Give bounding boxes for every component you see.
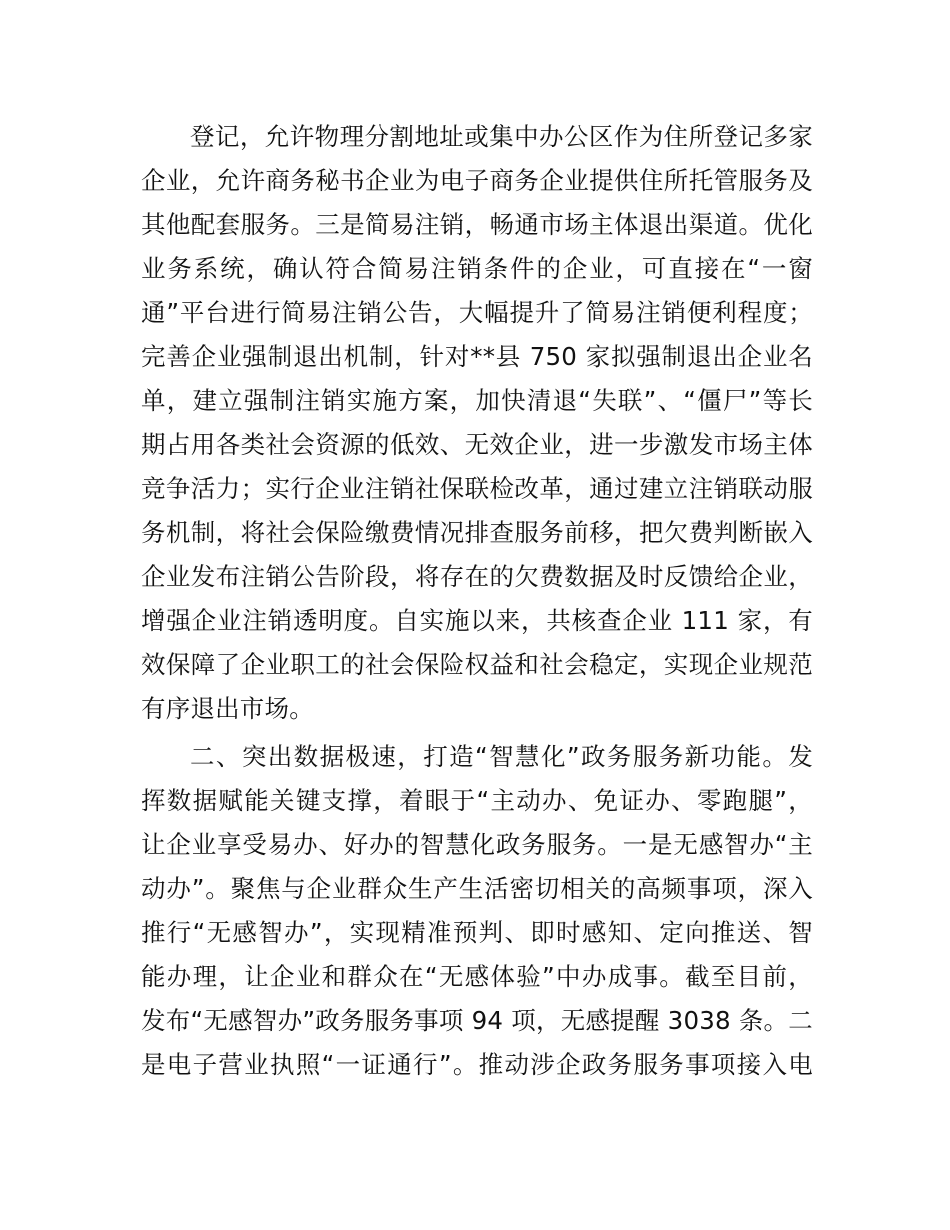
text-line: 动办”。聚焦与企业群众生产生活密切相关的高频事项，深入 (141, 874, 813, 903)
text-line: 能办理，让企业和群众在“无感体验”中办成事。截至目前， (141, 962, 813, 991)
text-line: 企业发布注销公告阶段，将存在的欠费数据及时反馈给企业， (141, 562, 813, 591)
text-line: 登记，允许物理分割地址或集中办公区作为住所登记多家 (190, 122, 813, 151)
text-line: 其他配套服务。三是简易注销，畅通市场主体退出渠道。优化 (141, 210, 813, 239)
text-line: 二、突出数据极速，打造“智慧化”政务服务新功能。发 (190, 742, 813, 771)
text-line: 让企业享受易办、好办的智慧化政务服务。一是无感智办“主 (141, 830, 813, 859)
text-line: 通”平台进行简易注销公告，大幅提升了简易注销便利程度； (141, 298, 813, 327)
text-line: 挥数据赋能关键支撑，着眼于“主动办、免证办、零跑腿”， (141, 786, 813, 815)
text-line: 业务系统，确认符合简易注销条件的企业，可直接在“一窗 (141, 254, 813, 283)
text-line: 企业，允许商务秘书企业为电子商务企业提供住所托管服务及 (141, 166, 813, 195)
text-line: 增强企业注销透明度。自实施以来，共核查企业 111 家，有 (141, 606, 813, 635)
text-line: 是电子营业执照“一证通行”。推动涉企政务服务事项接入电 (141, 1050, 813, 1079)
text-line: 发布“无感智办”政务服务事项 94 项，无感提醒 3038 条。二 (141, 1006, 813, 1035)
text-line: 完善企业强制退出机制，针对**县 750 家拟强制退出企业名 (141, 342, 813, 371)
text-line: 推行“无感智办”，实现精准预判、即时感知、定向推送、智 (141, 918, 813, 947)
text-line: 竞争活力；实行企业注销社保联检改革，通过建立注销联动服 (141, 474, 813, 503)
text-line: 有序退出市场。 (141, 694, 314, 723)
text-line: 单，建立强制注销实施方案，加快清退“失联”、“僵尸”等长 (141, 386, 813, 415)
text-line: 务机制，将社会保险缴费情况排查服务前移，把欠费判断嵌入 (141, 518, 813, 547)
text-line: 效保障了企业职工的社会保险权益和社会稳定，实现企业规范 (141, 650, 813, 679)
text-line: 期占用各类社会资源的低效、无效企业，进一步激发市场主体 (141, 430, 813, 459)
